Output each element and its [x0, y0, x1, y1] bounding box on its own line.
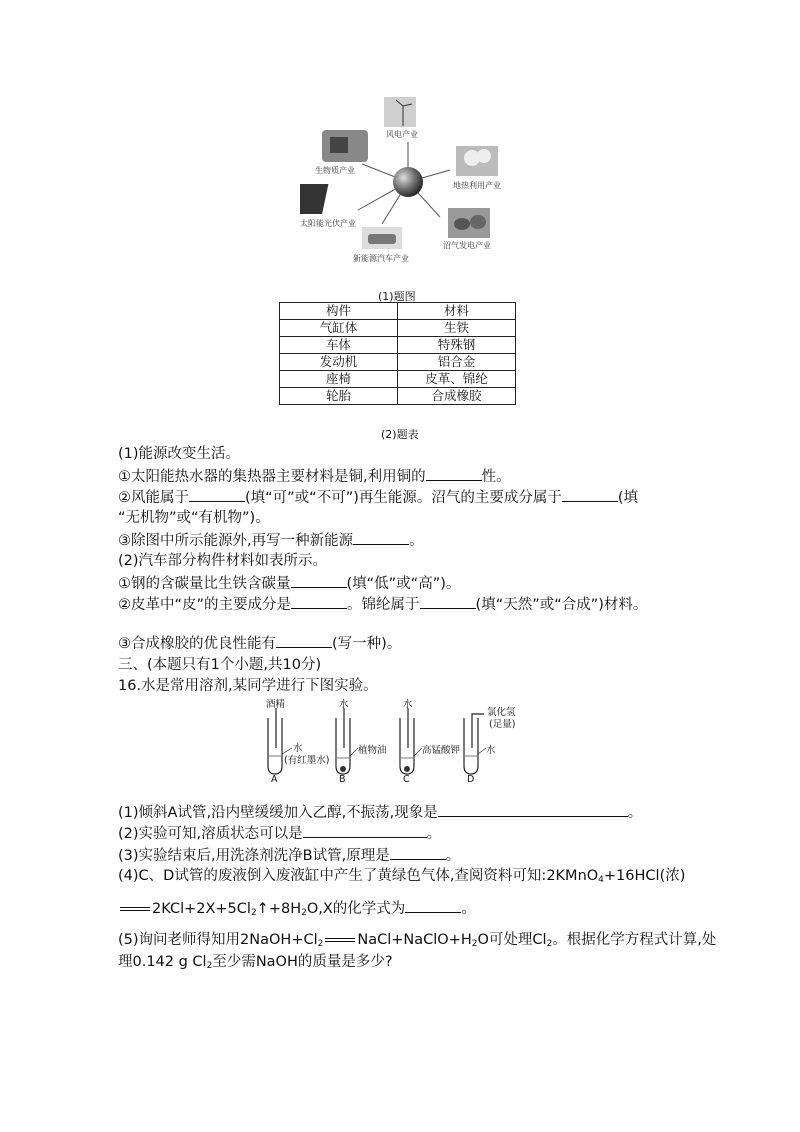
- tube-b-side-label: 植物油: [358, 745, 387, 756]
- energy-industry-figure: [300, 92, 520, 277]
- ev-label: 新能源汽车产业: [353, 254, 409, 263]
- equation-equals-sign: [325, 938, 355, 942]
- q15-item4: [118, 573, 460, 594]
- q15-item6-text: ③合成橡胶的优良性能有: [118, 636, 276, 652]
- table-row: [280, 354, 516, 371]
- q15-item1: [118, 466, 511, 487]
- tube-b-letter: B: [339, 774, 346, 785]
- q15-item2-text: ②风能属于: [118, 490, 189, 506]
- biogas-label: 沼气发电产业: [443, 241, 491, 250]
- q16-sub5-text-2: NaCl+NaClO+H: [357, 932, 472, 948]
- q15-item2-cont: “无机物”或“有机物”)。: [118, 510, 270, 526]
- table-cell: 轮胎: [280, 388, 398, 405]
- answer-blank[interactable]: [420, 594, 476, 609]
- table-row: [280, 320, 516, 337]
- q16-intro: 16.水是常用溶剂,某同学进行下图实验。: [118, 678, 378, 694]
- solar-panel-image: [300, 184, 328, 214]
- answer-blank[interactable]: [291, 594, 347, 609]
- q15-item3: [118, 530, 424, 551]
- tube-c-letter: C: [403, 774, 410, 785]
- q16-sub4-text-2: +16HCl(浓): [603, 868, 686, 884]
- q16-sub3: [118, 845, 460, 866]
- table-cell: 合成橡胶: [398, 388, 516, 405]
- section-3-heading: 三、(本题只有1个小题,共10分): [118, 657, 322, 673]
- biomass-label: 生物质产业: [315, 166, 355, 175]
- solar-label: 太阳能光伏产业: [300, 219, 356, 228]
- tube-c-sediment: [404, 766, 410, 772]
- table-header-row: [280, 303, 516, 320]
- q16-sub4-tail: 。: [461, 901, 476, 917]
- subscript: 2: [471, 939, 478, 949]
- tube-d-side-label: 水: [486, 745, 496, 756]
- parts-material-table: [279, 302, 516, 405]
- q15-item1-text: ①太阳能热水器的集热器主要材料是铜,利用铜的: [118, 469, 426, 485]
- q16-sub5: [118, 930, 716, 954]
- globe-icon: [393, 167, 423, 197]
- q15-item3-text: ③除图中所示能源外,再写一种新能源: [118, 533, 354, 549]
- answer-blank[interactable]: [562, 487, 618, 502]
- subscript: 2: [317, 939, 324, 949]
- table-cell: 气缸体: [280, 320, 398, 337]
- q16-sub3-tail: 。: [445, 848, 461, 864]
- answer-blank[interactable]: [303, 823, 427, 838]
- q15-part1-heading: (1)能源改变生活。: [118, 446, 241, 462]
- tube-a-side-label-2: (有红墨水): [284, 755, 330, 766]
- q16-sub4-eq-1: 2KCl+2X+5Cl: [152, 901, 251, 917]
- q15-item1-tail: 性。: [481, 469, 511, 485]
- q15-item2-mid: (填“可”或“不可”)再生能源。沼气的主要成分属于: [245, 490, 562, 506]
- q15-item6: [118, 633, 401, 654]
- answer-blank[interactable]: [353, 530, 409, 545]
- q15-item5-mid: 。锦纶属于: [347, 597, 420, 613]
- subscript: 2: [206, 961, 213, 971]
- q16-sub3-text: (3)实验结束后,用洗涤剂洗净B试管,原理是: [118, 848, 390, 864]
- answer-blank[interactable]: [189, 487, 245, 502]
- table-header-cell: 材料: [398, 303, 516, 320]
- tube-d-top-label-2: (足量): [489, 719, 516, 730]
- q15-item3-tail: 。: [409, 533, 424, 549]
- q15-item6-tail: (写一种)。: [332, 636, 402, 652]
- table-cell: 特殊钢: [398, 337, 516, 354]
- subscript: 2: [546, 939, 553, 949]
- answer-blank[interactable]: [405, 898, 461, 913]
- answer-blank[interactable]: [291, 573, 347, 588]
- test-tube-figure: [262, 696, 532, 786]
- equation-equals-sign: [120, 907, 150, 911]
- table-header-cell: 构件: [280, 303, 398, 320]
- tube-c-side-label: 高锰酸钾: [422, 745, 461, 756]
- q15-item4-tail: (填“低”或“高”)。: [346, 576, 461, 592]
- q16-sub5-text-3: O可处理Cl: [477, 932, 547, 948]
- table-cell: 皮革、锦纶: [398, 371, 516, 388]
- answer-blank[interactable]: [276, 633, 332, 648]
- subscript: 4: [598, 875, 604, 885]
- q16-sub4-eq-2: ↑+8H: [256, 901, 302, 917]
- subscript: 2: [301, 908, 307, 918]
- q16-sub1-text: (1)倾斜A试管,沿内壁缓缓加入乙醇,不振荡,现象是: [118, 805, 438, 821]
- q16-sub4-eq-3: O,X的化学式为: [306, 901, 406, 917]
- tube-d-top-label: 氯化氢: [487, 707, 516, 718]
- q15-item4-text: ①钢的含碳量比生铁含碳量: [118, 576, 291, 592]
- q15-part2-heading: (2)汽车部分构件材料如表所示。: [118, 553, 328, 569]
- q15-item5-tail: (填“天然”或“合成”)材料。: [475, 597, 648, 613]
- wind-turbine-image: [384, 97, 416, 127]
- table-row: [280, 388, 516, 405]
- table-cell: 生铁: [398, 320, 516, 337]
- table-cell: 铝合金: [398, 354, 516, 371]
- q15-item2-tail: (填: [617, 490, 639, 506]
- tube-a-letter: A: [271, 774, 278, 785]
- geothermal-label: 地热利用产业: [453, 181, 501, 190]
- answer-blank[interactable]: [390, 845, 446, 860]
- tube-b-top-label: 水: [339, 699, 349, 710]
- q15-item5: [118, 594, 647, 615]
- q16-sub2-tail: 。: [426, 826, 442, 842]
- tube-a-top-label: 酒精: [266, 699, 286, 710]
- answer-blank[interactable]: [426, 466, 482, 481]
- q16-sub5-text-4: 。根据化学方程式计算,处: [552, 932, 717, 948]
- q16-sub5-text-5: 理0.142 g Cl: [118, 954, 207, 970]
- q16-sub4-equation: [118, 898, 476, 923]
- subscript: 2: [250, 908, 257, 918]
- tube-c-top-label: 水: [403, 699, 413, 710]
- table-row: [280, 371, 516, 388]
- q16-sub2-text: (2)实验可知,溶质状态可以是: [118, 826, 303, 842]
- q16-sub5-text-1: (5)询问老师得知用2NaOH+Cl: [118, 932, 318, 948]
- table-caption: (2)题表: [381, 428, 419, 441]
- q16-sub5-cont: [118, 952, 393, 976]
- wind-label: 风电产业: [386, 130, 418, 139]
- tube-b-sediment: [340, 766, 346, 772]
- answer-blank[interactable]: [438, 802, 628, 817]
- table-cell: 座椅: [280, 371, 398, 388]
- figure1-caption: (1)题图: [378, 290, 416, 303]
- q16-sub1-tail: 。: [627, 805, 643, 821]
- q15-item2: [118, 487, 638, 508]
- tube-a-side-label: 水: [293, 743, 303, 754]
- table-cell: 车体: [280, 337, 398, 354]
- q16-sub5-text-6: 至少需NaOH的质量是多少?: [212, 954, 393, 970]
- q16-sub2: [118, 823, 441, 844]
- table-row: [280, 337, 516, 354]
- table-cell: 发动机: [280, 354, 398, 371]
- q15-item5-text: ②皮革中“皮”的主要成分是: [118, 597, 292, 613]
- q16-sub4-text: (4)C、D试管的废液倒入废液缸中产生了黄绿色气体,查阅资料可知:2KMnO: [118, 868, 599, 884]
- q16-sub4: [118, 866, 685, 890]
- q16-sub1: [118, 802, 642, 823]
- tube-d-letter: D: [467, 774, 475, 785]
